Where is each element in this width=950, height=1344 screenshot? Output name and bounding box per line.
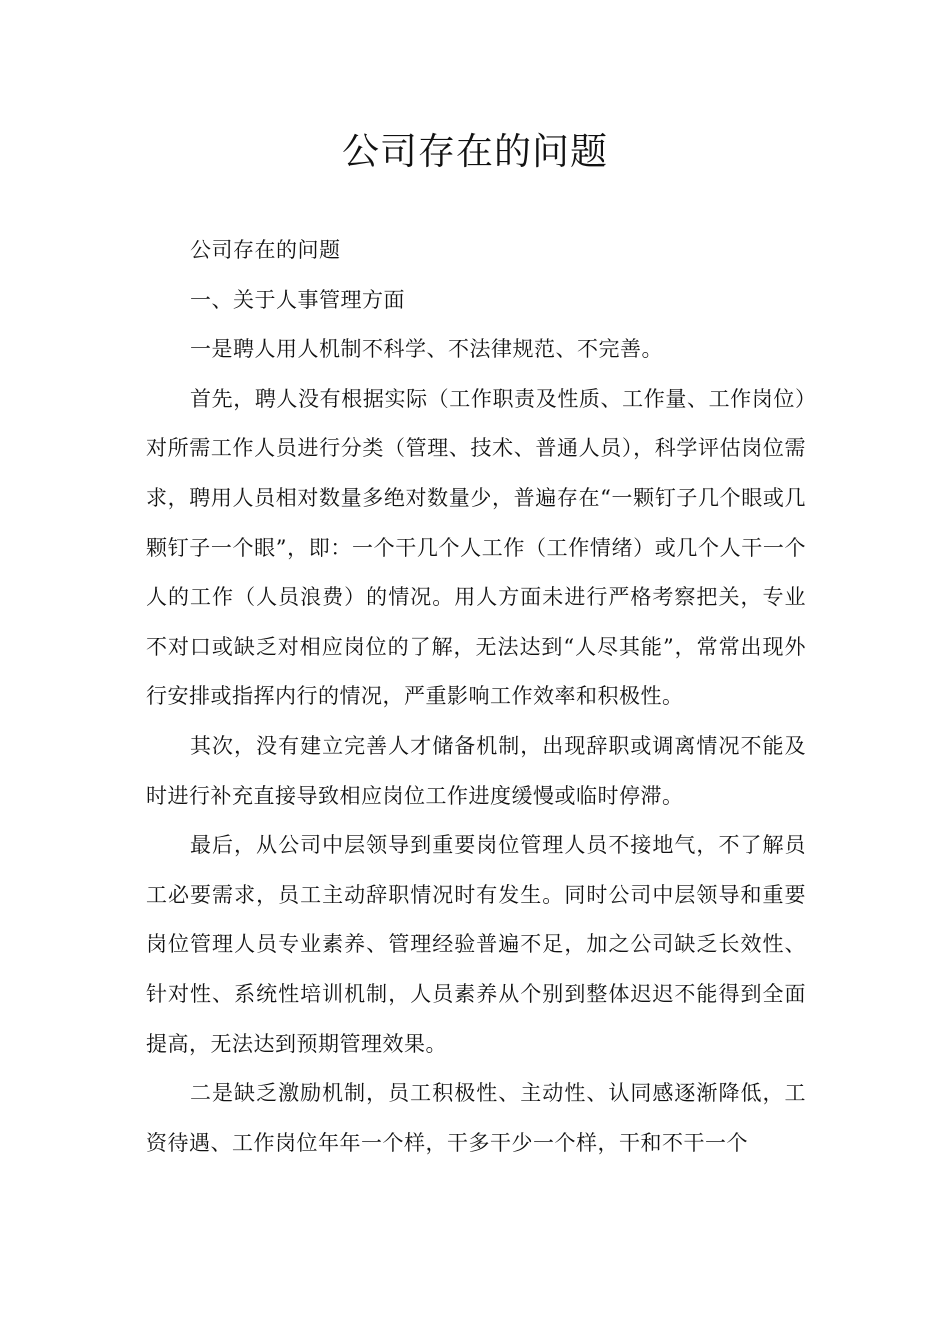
paragraph-point-two: 二是缺乏激励机制，员工积极性、主动性、认同感逐渐降低，工资待遇、工作岗位年年一个样，干多干少一个样，干和不干一个 [146, 1081, 806, 1155]
document-title: 公司存在的问题 [342, 130, 608, 173]
paragraph-second: 其次，没有建立完善人才储备机制，出现辞职或调离情况不能及时进行补充直接导致相应岗位工作进度缓慢或临时停滞。 [146, 733, 806, 808]
paragraph-first: 首先，聘人没有根据实际（工作职责及性质、工作量、工作岗位）对所需工作人员进行分类（管理、技术、普通人员），科学评估岗位需求，聘用人员相对数量多绝对数量少，普遍存在“一颗钉子几个眼或几颗钉子一个眼”，即：一个干几个人工作（工作情绪）或几个人干一个人的工作（人员浪费）的情况。用人方面未进行严格考察把关，专业不对口或缺乏对相应岗位的了解，无法达到“人尽其能”，常常出现外行安排或指挥内行的情况，严重影响工作效率和积极性。 [146, 386, 806, 709]
section-heading-personnel: 一、关于人事管理方面 [190, 287, 405, 312]
paragraph-last: 最后，从公司中层领导到重要岗位管理人员不接地气，不了解员工必要需求，员工主动辞职情况时有发生。同时公司中层领导和重要岗位管理人员专业素养、管理经验普遍不足，加之公司缺乏长效性、针对性、系统性培训机制，人员素养从个别到整体迟迟不能得到全面提高，无法达到预期管理效果。 [146, 833, 806, 1056]
paragraph-subtitle: 公司存在的问题 [190, 238, 341, 262]
document-body [146, 226, 806, 1168]
paragraph-point-one: 一是聘人用人机制不科学、不法律规范、不完善。 [190, 337, 663, 362]
